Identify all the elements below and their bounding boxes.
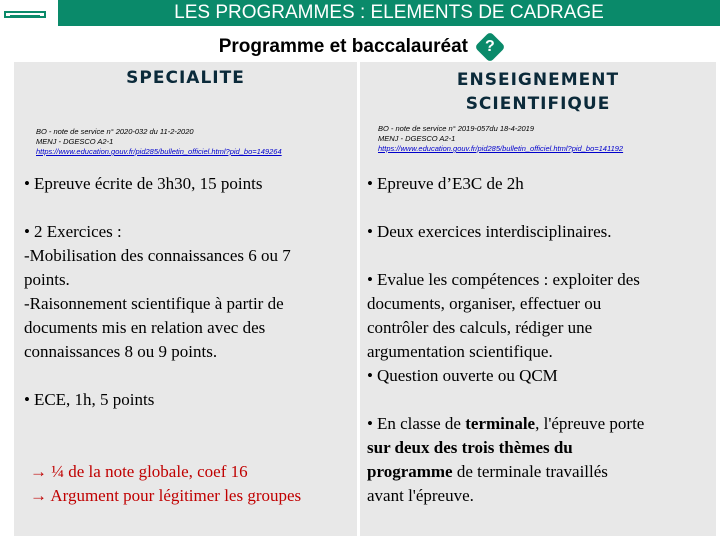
exam-text: Epreuve écrite de 3h30, 15 points [33, 174, 263, 193]
skills-line: documents, organiser, effectuer ou [367, 294, 602, 313]
heading-line: SCIENTIFIQUE [465, 94, 611, 114]
ref-line: BO - note de service n° 2020-032 du 11-2-2020 [36, 127, 194, 136]
ref-link[interactable]: https://www.education.gouv.fr/pid285/bulletin_officiel.html?pid_bo=141192 [378, 144, 624, 153]
exercise-1-line: points. [24, 270, 70, 289]
terminale-text: En classe de [376, 414, 466, 433]
enseignement-exam: • Epreuve d’E3C de 2h [367, 174, 524, 193]
terminale-bold: sur deux des trois thèmes du [367, 438, 573, 457]
terminale-text: avant l'épreuve. [367, 486, 474, 505]
question-glyph: ? [485, 38, 496, 55]
enseignement-heading [360, 68, 716, 116]
exercise-2-line: connaissances 8 ou 9 points. [24, 342, 218, 361]
heading-line: ENSEIGNEMENT [456, 70, 620, 90]
enseignement-exercises: • Deux exercices interdisciplinaires. [367, 222, 612, 241]
subtitle [0, 36, 720, 58]
terminale-bold: terminale [465, 414, 536, 433]
exercise-1-line: -Mobilisation des connaissances 6 ou 7 [24, 246, 291, 265]
arrow-text: Argument pour légitimer les groupes [50, 486, 302, 505]
exam-text: Epreuve d’E3C de 2h [376, 174, 524, 193]
subtitle-text: Programme et baccalauréat [218, 36, 468, 58]
exercises-text: Deux exercices interdisciplinaires. [376, 222, 612, 241]
ref-line: MENJ - DGESCO A2-1 [378, 134, 456, 143]
question-text: Question ouverte ou QCM [376, 366, 558, 385]
page-title: LES PROGRAMMES : ELEMENTS DE CADRAGE [174, 2, 604, 23]
exercise-2-line: -Raisonnement scientifique à partir de [24, 294, 284, 313]
ece-text: ECE, 1h, 5 points [33, 390, 155, 409]
ref-line: BO - note de service n° 2019-057du 18-4-2019 [378, 124, 535, 133]
exercise-2-line: documents mis en relation avec des [24, 318, 266, 337]
title-bar [58, 0, 720, 26]
enseignement-skills: • Evalue les compétences : exploiter des documents, organiser, effectuer ou contrôler des calculs, rédiger une argumentation scientifique. • Question ouverte ou QCM [367, 268, 715, 388]
specialite-exam: • Epreuve écrite de 3h30, 15 points [24, 174, 263, 193]
skills-line: argumentation scientifique. [367, 342, 553, 361]
arrow-item [30, 460, 355, 484]
terminale-bold: programme [367, 462, 453, 481]
arrow-item [30, 484, 355, 508]
enseignement-terminale: • En classe de terminale, l'épreuve porte sur deux des trois thèmes du programme de terminale travaillés avant l'épreuve. [367, 412, 715, 508]
arrow-text: ¼ de la note globale, coef 16 [51, 462, 248, 481]
skills-line: Evalue les compétences : exploiter des [376, 270, 640, 289]
exercises-text: 2 Exercices : [33, 222, 122, 241]
specialite-conclusions [30, 460, 355, 508]
terminale-text: , l'épreuve porte [535, 414, 645, 433]
ref-link[interactable]: https://www.education.gouv.fr/pid285/bulletin_officiel.html?pid_bo=149264 [36, 147, 282, 156]
terminale-text: de terminale travaillés [452, 462, 608, 481]
specialite-reference [36, 127, 356, 157]
logo [4, 11, 46, 18]
specialite-ece: • ECE, 1h, 5 points [24, 390, 155, 409]
arrow-icon: → [30, 462, 52, 481]
question-icon [475, 31, 506, 62]
skills-line: contrôler des calculs, rédiger une [367, 318, 593, 337]
specialite-heading: SPECIALITE [126, 68, 245, 88]
enseignement-reference [378, 124, 714, 154]
ref-line: MENJ - DGESCO A2-1 [36, 137, 114, 146]
arrow-icon: → [30, 486, 51, 505]
specialite-exercises: • 2 Exercices : -Mobilisation des connaissances 6 ou 7 points. -Raisonnement scientifique à partir de documents mis en relation avec des connaissances 8 ou 9 points. [24, 220, 354, 364]
